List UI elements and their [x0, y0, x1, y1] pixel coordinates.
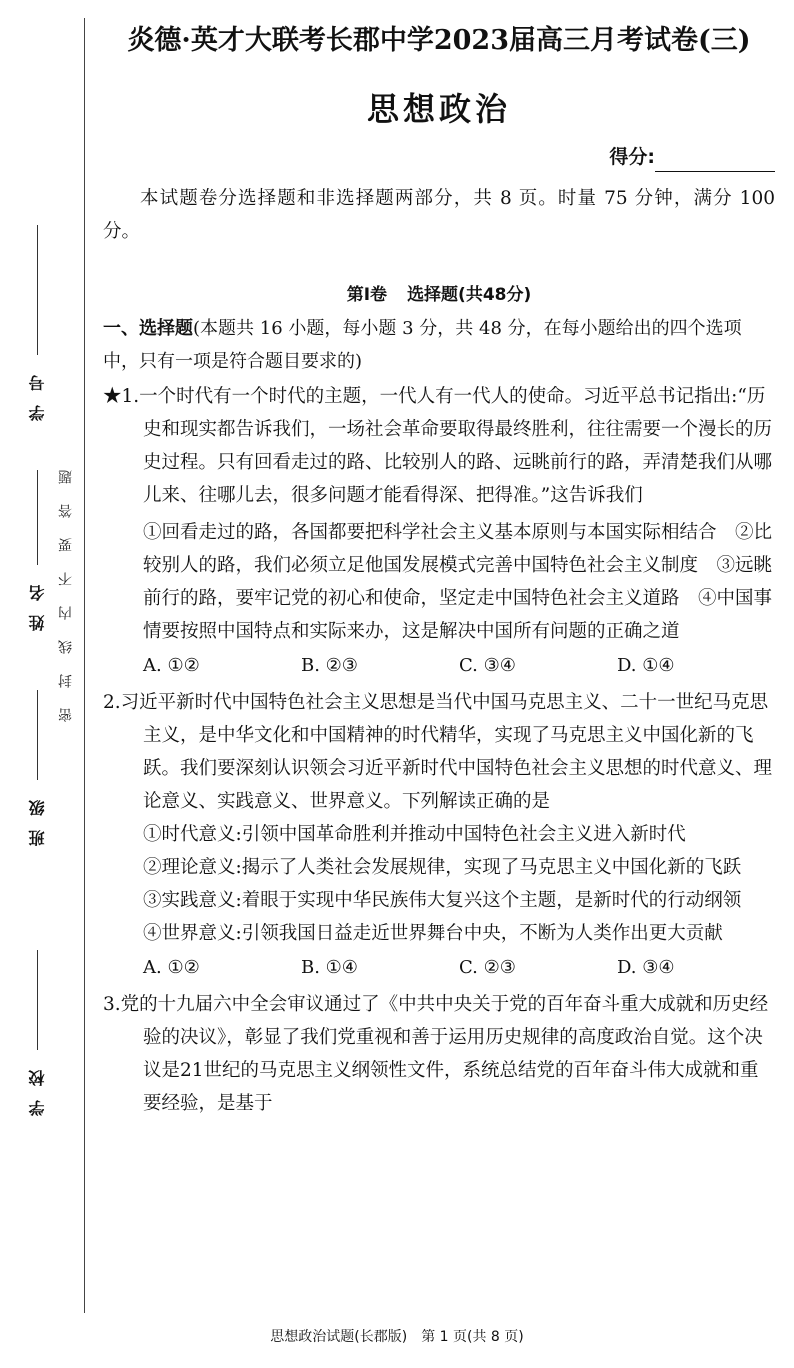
question-options: [103, 648, 775, 684]
question-1: [103, 380, 775, 684]
question-options: [103, 950, 775, 986]
option-a[interactable]: A. ①②: [143, 957, 200, 978]
section-title: [103, 278, 775, 312]
question-number: 3.: [103, 994, 121, 1015]
student-id-field[interactable]: [26, 225, 49, 427]
school-field[interactable]: [26, 950, 49, 1122]
option-d[interactable]: D. ①④: [617, 655, 675, 676]
question-statements: ①回看走过的路，各国都要把科学社会主义基本原则与本国实际相结合 ②比较别人的路，我们必须立足他国发展模式完善中国特色社会主义制度 ③远眺前行的路，要牢记党的初心和使命，坚定走中国特色社会主义道路 ④中国事情要按照中国特点和实际来办，这是解决中国所有问题的正确之道: [143, 522, 773, 642]
option-d[interactable]: D. ③④: [617, 957, 675, 978]
class-label: 班级: [28, 786, 47, 846]
score-blank[interactable]: [655, 149, 775, 172]
question-stem: [103, 686, 775, 818]
option-b[interactable]: B. ①④: [301, 957, 358, 978]
question-stem: [103, 988, 775, 1120]
section-title-part: 第Ⅰ卷: [346, 285, 388, 305]
intro-text: 本试题卷分选择题和非选择题两部分，共 8 页。时量 75 分钟，满分 100 分。: [103, 188, 775, 242]
part-heading: [103, 312, 775, 378]
class-field[interactable]: [26, 690, 49, 852]
question-statements-more: ②理论意义:揭示了人类社会发展规律，实现了马克思主义中国化新的飞跃 ③实践意义:着眼于实现中华民族伟大复兴这个主题，是新时代的行动纲领 ④世界意义:引领我国日益走近世界舞台中央，不断为人类作出更大贡献: [143, 857, 760, 944]
seal-line-notice: 密封线内不要答题: [58, 450, 74, 722]
name-label: 姓名: [28, 571, 47, 631]
page-footer: 思想政治试题(长郡版) 第 1 页(共 8 页): [270, 1329, 524, 1345]
question-text: 一个时代有一个时代的主题，一代人有一代人的使命。习近平总书记指出:“历史和现实都告诉我们，一场社会革命要取得最终胜利，往往需要一个漫长的历史过程。只有回看走过的路、比较别人的路、远眺前行的路，弄清楚我们从哪儿来、往哪儿去，很多问题才能看得深、把得准。”这告诉我们: [139, 386, 773, 506]
question-text: 党的十九届六中全会审议通过了《中共中央关于党的百年奋斗重大成就和历史经验的决议》，彰显了我们党重视和善于运用历史规律的高度政治自觉。这个决议是21世纪的马克思主义纲领性文件，系统总结党的百年奋斗伟大成就和重要经验，是基于: [120, 994, 769, 1114]
binding-line: [84, 18, 85, 1313]
option-a[interactable]: A. ①②: [143, 655, 200, 676]
question-number: 2.: [103, 692, 121, 713]
option-c[interactable]: C. ②③: [459, 957, 516, 978]
section-title-desc: 选择题(共48分): [407, 285, 532, 305]
name-field[interactable]: [26, 470, 49, 637]
binding-margin: [0, 0, 88, 1368]
exam-content: [103, 18, 775, 1120]
score-row: [103, 142, 775, 172]
school-label: 学校: [28, 1056, 47, 1116]
question-3: [103, 988, 775, 1120]
question-text: 习近平新时代中国特色社会主义思想是当代中国马克思主义、二十一世纪马克思主义，是中华文化和中国精神的时代精华，实现了马克思主义中国化新的飞跃。我们要深刻认识领会习近平新时代中国特色社会主义思想的时代意义、理论意义、实践意义、世界意义。下列解读正确的是: [120, 692, 773, 812]
question-number: ★1.: [103, 386, 140, 407]
part-label: 一、选择题: [103, 318, 193, 339]
subject-title: 思想政治: [366, 90, 511, 128]
student-id-label: 学号: [28, 361, 47, 421]
question-statements: ①时代意义:引领中国革命胜利并推动中国特色社会主义进入新时代: [143, 824, 686, 845]
option-c[interactable]: C. ③④: [459, 655, 516, 676]
exam-title: 炎德·英才大联考长郡中学2023届高三月考试卷(三): [127, 25, 751, 56]
score-label: 得分:: [609, 146, 655, 168]
option-b[interactable]: B. ②③: [301, 655, 358, 676]
part-desc: (本题共 16 小题，每小题 3 分，共 48 分，在每小题给出的四个选项中，只有一项是符合题目要求的): [103, 318, 742, 372]
question-2: [103, 686, 775, 986]
question-stem: [103, 380, 775, 512]
